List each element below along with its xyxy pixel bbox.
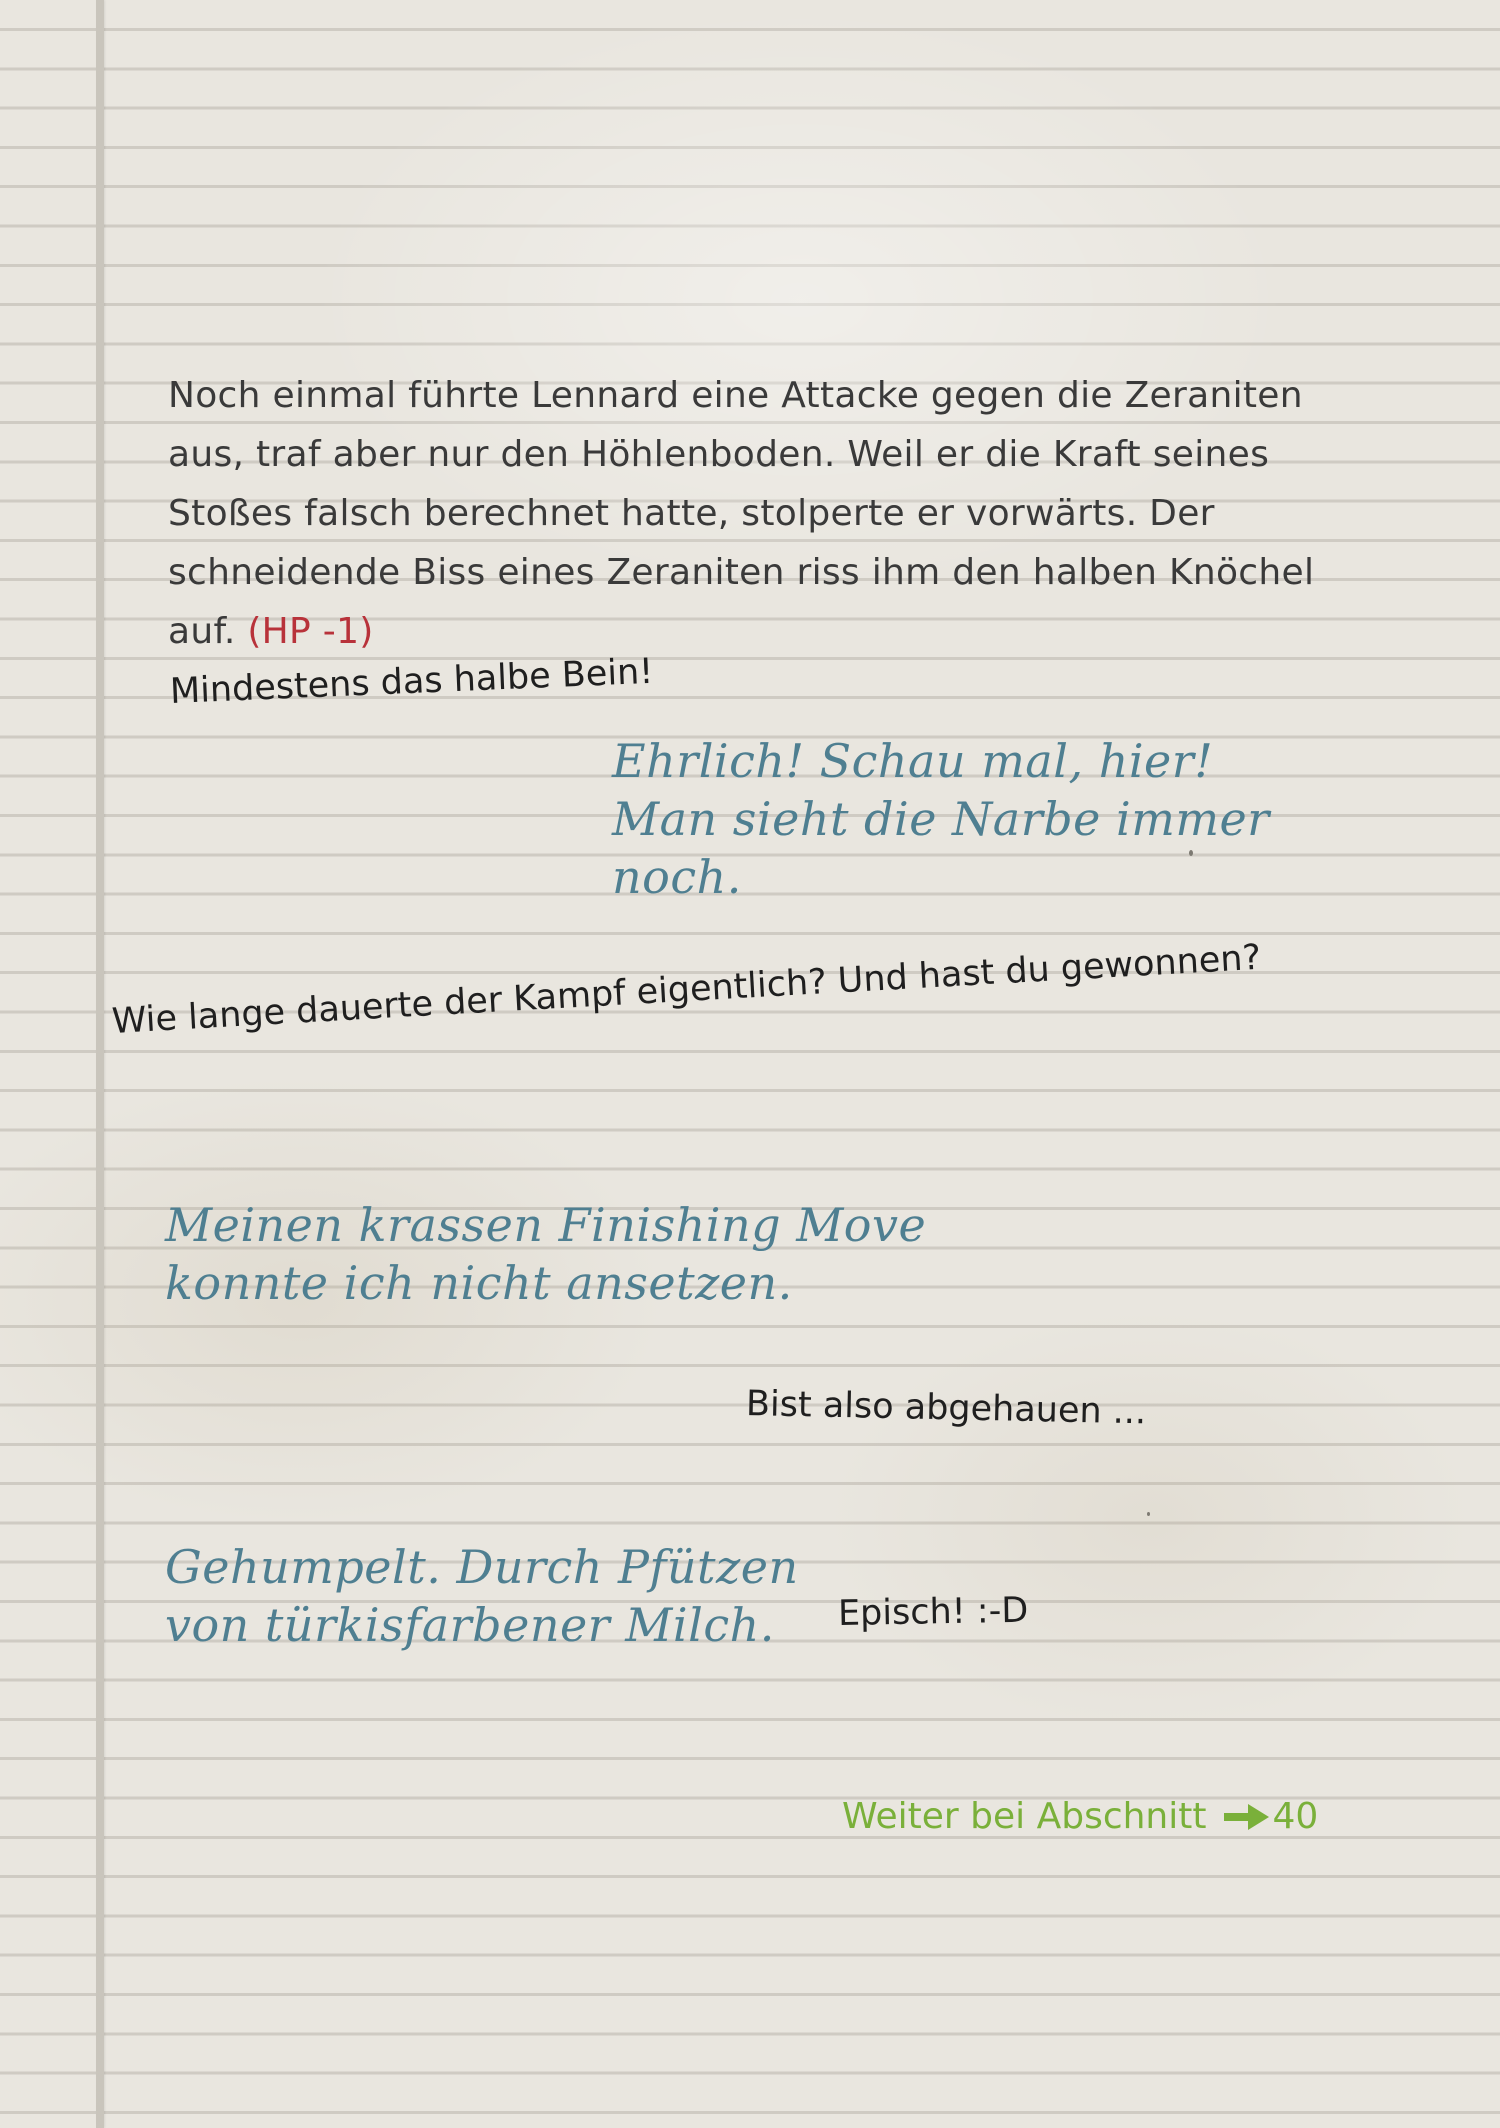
friend-note: Wie lange dauerte der Kampf eigentlich? Und hast du gewonnen? bbox=[110, 937, 1263, 1042]
reply-line: von türkisfarbener Milch. bbox=[165, 1598, 775, 1652]
reply-line: konnte ich nicht ansetzen. bbox=[165, 1256, 793, 1310]
narration-paragraph bbox=[168, 366, 1348, 661]
arrow-right-icon bbox=[1224, 1802, 1270, 1832]
hp-change-label: (HP -1) bbox=[247, 611, 374, 652]
narration-text: Noch einmal führte Lennard eine Attacke gegen die Zeraniten aus, traf aber nur den Höhlenboden. Weil er die Kraft seines Stoßes falsch berechnet hatte, stolperte er vorwärts. Der schneidende Biss eines Zeraniten riss ihm den halben Knöchel auf. bbox=[168, 375, 1315, 652]
reply-line: noch. bbox=[612, 850, 742, 904]
continue-link[interactable] bbox=[842, 1796, 1318, 1837]
lennard-reply bbox=[165, 1538, 799, 1654]
friend-note: Bist also abgehauen ... bbox=[745, 1384, 1147, 1433]
friend-note: Mindestens das halbe Bein! bbox=[169, 651, 655, 712]
continue-target: 40 bbox=[1272, 1796, 1319, 1837]
continue-label: Weiter bei Abschnitt bbox=[842, 1796, 1207, 1837]
margin-line bbox=[96, 0, 104, 2128]
reply-line: Meinen krassen Finishing Move bbox=[165, 1198, 927, 1252]
lennard-reply bbox=[165, 1196, 926, 1312]
friend-note: Episch! :-D bbox=[837, 1590, 1029, 1634]
paper-speck bbox=[1147, 1512, 1150, 1516]
reply-line: Man sieht die Narbe immer bbox=[612, 792, 1270, 846]
reply-line: Ehrlich! Schau mal, hier! bbox=[612, 734, 1214, 788]
lennard-reply bbox=[612, 732, 1270, 906]
reply-line: Gehumpelt. Durch Pfützen bbox=[165, 1540, 799, 1594]
